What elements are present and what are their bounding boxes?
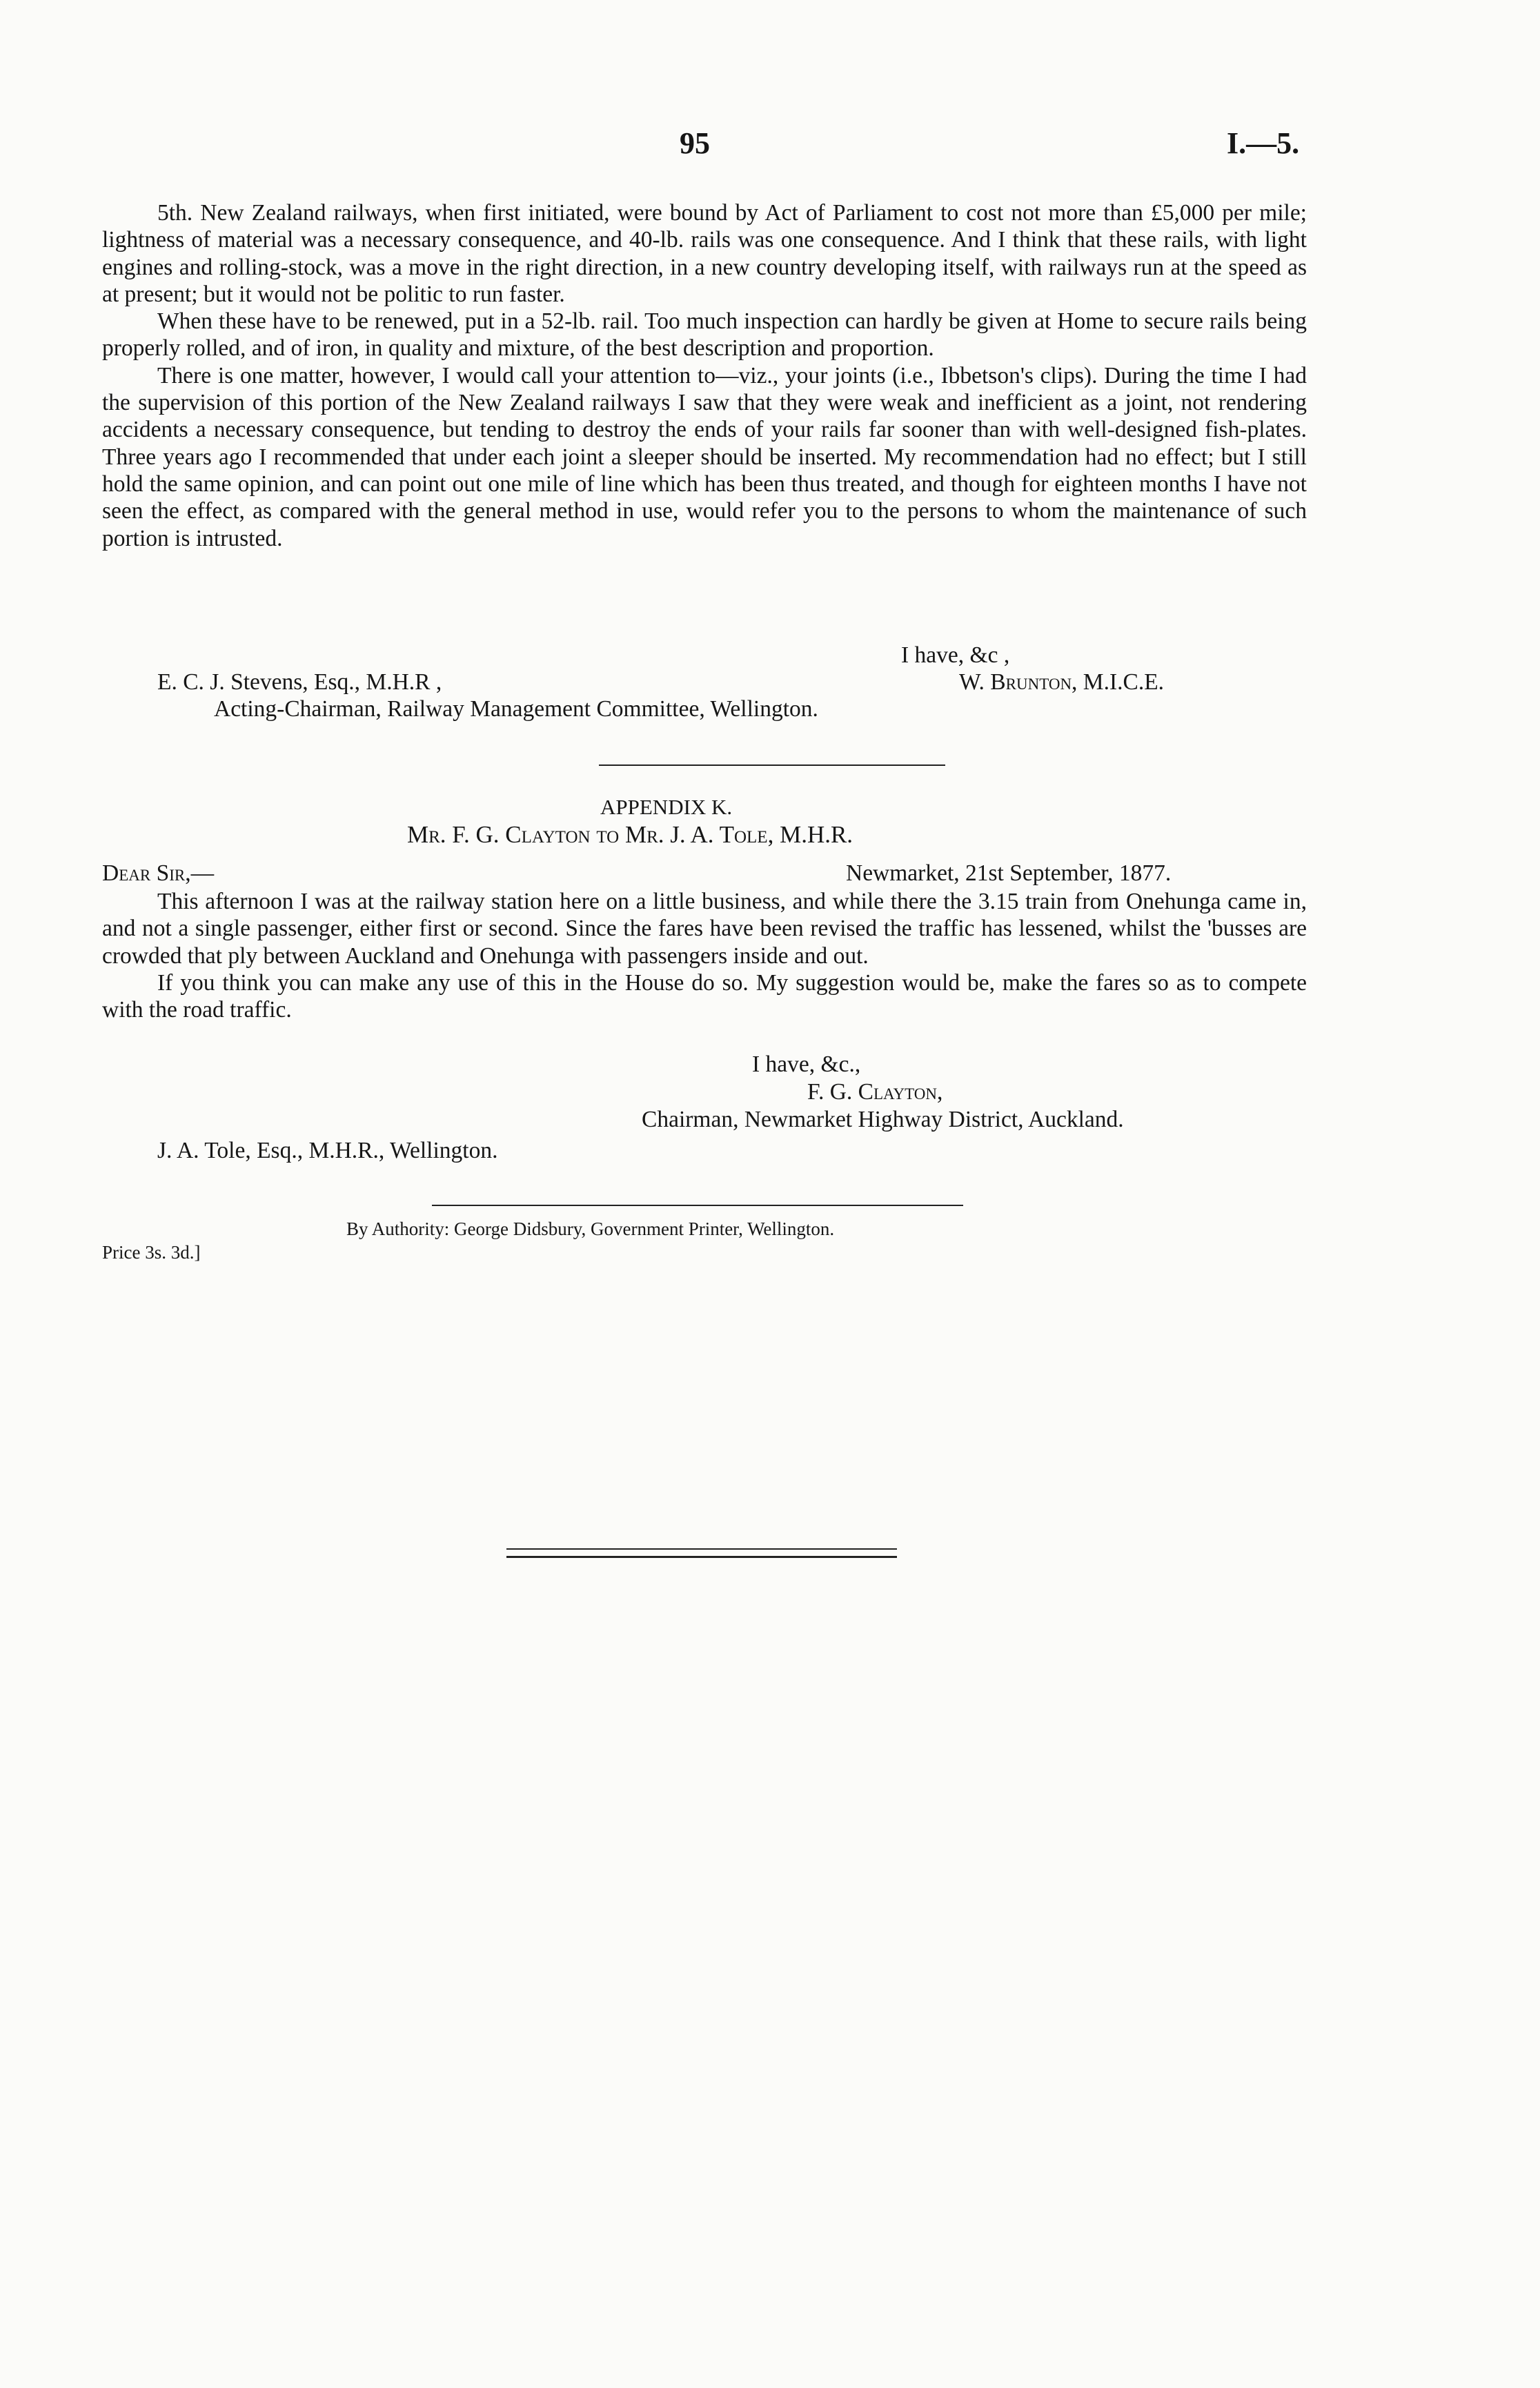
paragraph: When these have to be renewed, put in a 52-lb. rail. Too much inspection can hardly be given at Home to secure rails being properly rolled, and of iron, in quality and mixture, of the best description and proportion. bbox=[102, 308, 1307, 362]
closing: I have, &c., bbox=[752, 1052, 861, 1077]
divider bbox=[599, 764, 945, 766]
page-number: 95 bbox=[680, 126, 710, 160]
addressee-title: Acting-Chairman, Railway Management Committee, Wellington. bbox=[214, 696, 818, 722]
paragraph: This afternoon I was at the railway station here on a little business, and while there the 3.15 train from Onehunga came in, and not a single passenger, either first or second. Since the fares have been revised the traffic has lessened, whilst the 'busses are crowded that ply between Auckland and Onehunga with passengers inside and out. bbox=[102, 889, 1307, 969]
appendix-heading: APPENDIX K. bbox=[600, 795, 733, 819]
appendix-body bbox=[102, 888, 1307, 1023]
signature: W. Brunton, M.I.C.E. bbox=[959, 669, 1165, 695]
end-rule-bottom bbox=[506, 1556, 897, 1558]
end-rule-top bbox=[506, 1548, 897, 1550]
addressee-name: E. C. J. Stevens, Esq., M.H.R , bbox=[157, 669, 442, 695]
series-reference: I.—5. bbox=[1227, 126, 1300, 160]
paragraph: 5th. New Zealand railways, when first initiated, were bound by Act of Parliament to cost not more than £5,000 per mile; lightness of material was a necessary consequence, and 40-lb. rails was one consequence. And I think that these rails, with light engines and rolling-stock, was a move in the right direction, in a new country developing itself, with railways run at the speed as at present; but it would not be politic to run faster. bbox=[102, 200, 1307, 307]
authority-imprint: By Authority: George Didsbury, Government Printer, Wellington. bbox=[346, 1218, 835, 1239]
appendix-subheading: Mr. F. G. Clayton to Mr. J. A. Tole, M.H.R. bbox=[407, 821, 853, 848]
paragraph: There is one matter, however, I would call your attention to—viz., your joints (i.e., Ibbetson's clips). During the time I had the supervision of this portion of the New Zealand railways I saw that they were weak and inefficient as a joint, not rendering accidents a necessary consequence, but tending to destroy the ends of your rails far sooner than with well-designed fish-plates. Three years ago I recommended that under each joint a sleeper should be inserted. My recommendation had no effect; but I still hold the same opinion, and can point out one mile of line which has been thus treated, and though for eighteen months I have not seen the effect, as compared with the general method in use, would refer you to the persons to whom the maintenance of such portion is intrusted. bbox=[102, 362, 1307, 551]
footer-rule bbox=[432, 1205, 963, 1206]
salutation: Dear Sir,— bbox=[102, 860, 215, 886]
price: Price 3s. 3d.] bbox=[102, 1242, 201, 1263]
place-date: Newmarket, 21st September, 1877. bbox=[846, 860, 1172, 886]
closing: I have, &c , bbox=[901, 642, 1010, 668]
addressee: J. A. Tole, Esq., M.H.R., Wellington. bbox=[157, 1138, 498, 1163]
paragraph: If you think you can make any use of this in the House do so. My suggestion would be, make the fares so as to compete with the road traffic. bbox=[102, 969, 1307, 1023]
letter-body bbox=[102, 199, 1307, 552]
signature: F. G. Clayton, bbox=[807, 1079, 943, 1105]
signer-title: Chairman, Newmarket Highway District, Auckland. bbox=[642, 1107, 1124, 1132]
